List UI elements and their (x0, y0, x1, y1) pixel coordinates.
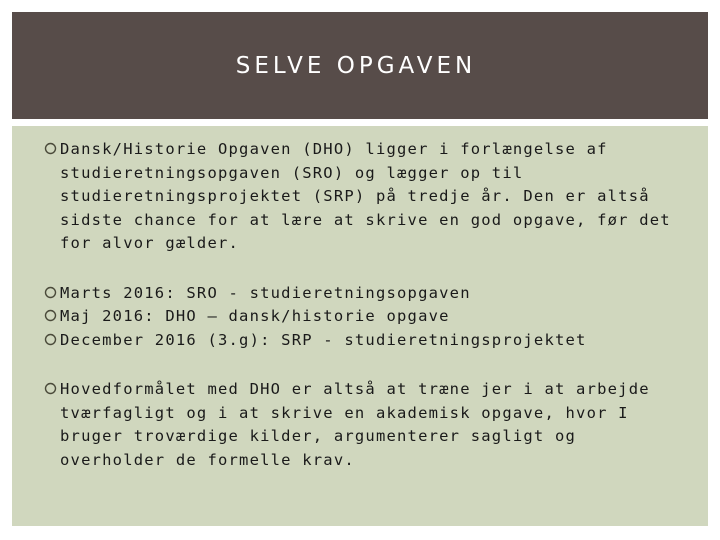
bullet-text: Dansk/Historie Opgaven (DHO) ligger i forlængelse af studieretningsopgaven (SRO) og lægger op til studieretningsprojektet (SRP) på tredje år. Den er altså sidste chance for at lære at skrive en god opgave, før det for alvor gælder. (60, 140, 671, 252)
bullet-text: Hovedformålet med DHO er altså at træne jer i at arbejde tværfagligt og i at skrive en akademisk opgave, hvor I bruger troværdige kilder, argumenterer sagligt og overholder de formelle krav. (60, 380, 650, 469)
circle-bullet-icon (44, 309, 57, 322)
slide-title: SELVE OPGAVEN (235, 52, 477, 79)
bullet-item (44, 138, 684, 256)
circle-bullet-icon (44, 142, 57, 155)
bullet-item (44, 329, 684, 353)
bullet-text: December 2016 (3.g): SRP - studieretningsprojektet (60, 330, 587, 349)
bullet-text: Maj 2016: DHO – dansk/historie opgave (60, 307, 450, 325)
circle-bullet-icon (44, 286, 57, 299)
bullet-item (44, 305, 684, 329)
bullet-item (44, 378, 684, 472)
title-bar (12, 12, 708, 119)
circle-bullet-icon (44, 382, 57, 395)
bullet-text: Marts 2016: SRO - studieretningsopgaven (60, 283, 471, 302)
bullet-item (44, 282, 684, 306)
circle-bullet-icon (44, 333, 57, 346)
bullet-list (44, 138, 684, 472)
